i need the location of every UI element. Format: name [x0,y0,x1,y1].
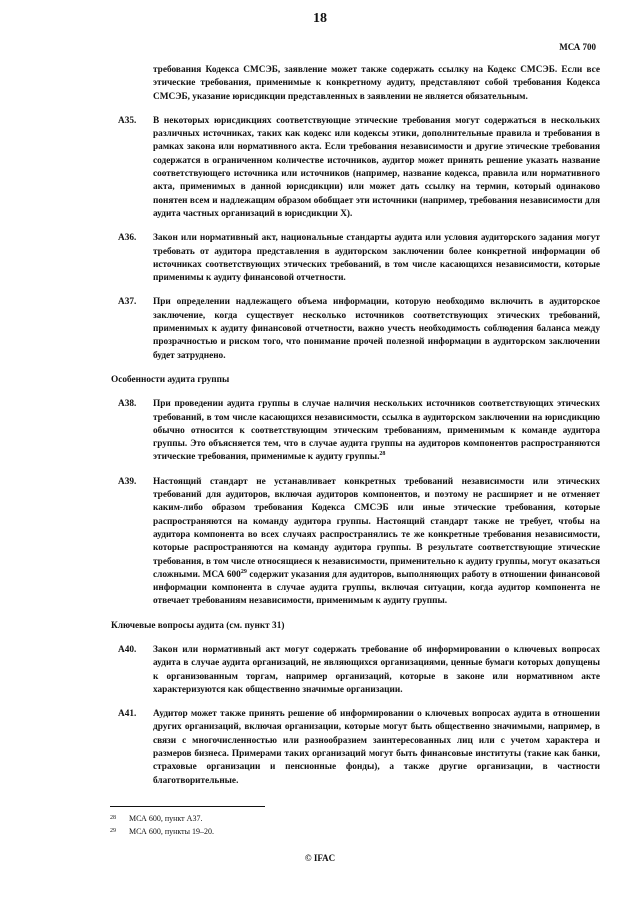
paragraph-text: В некоторых юрисдикциях соответствующие этические требования могут содержаться в нескольких различных источниках, таких как кодекс или кодексы этики, дополнительные правила и требования в рамках закона или нормативного акта. Если требования независимости и другие этические требования содержатся в ограниченном количестве источников, аудитор может принять решение указать название соответствующего источника или источников (например, название кодекса, правила или нормативного акта, применимых в данной юрисдикции) или может дать ссылку на термин, который одинаково понятен всем и надлежащим образом обобщает эти источники (например, требования независимости для аудита частных организаций в юрисдикции X). [153,115,600,219]
paragraph-body-continued: содержит указания для аудиторов, выполняющих работу в отношении финансовой информации компонента в случае аудита группы, включая ситуации, когда аудитор компонента не отвечает требованиям независимости, применимым к аудиту группы. [153,569,600,607]
footnote-mark: 29 [110,828,116,834]
footnote-item [110,825,510,838]
paragraph-number: A40. [118,644,137,655]
continuation-paragraph: требования Кодекса СМСЭБ, заявление может также содержать ссылку на Кодекс СМСЭБ. Если все этические требования, применимые к конкретному аудиту, представляют собой требования Кодекса СМСЭБ, указание юрисдикции представленных в заявлении не является обязательным. [153,65,600,102]
page-number: 18 [313,11,327,26]
paragraph-number: A36. [118,233,137,244]
paragraph-text [153,398,600,464]
paragraph-a37 [118,296,600,362]
footnotes [110,812,510,838]
section-heading-group-audit: Особенности аудита группы [111,374,230,385]
footnote-reference: 28 [379,451,386,458]
paragraph-a38 [118,398,600,464]
paragraph-body: При проведении аудита группы в случае наличия нескольких источников соответствующих этических требований, в том числе касающихся независимости, ссылка в аудиторском заключении на юрисдикцию обычно относится к соответствующим этическим требованиям, применимым к команде аудитора группы. Это объясняется тем, что в случае аудита группы на аудиторов компонентов распространяются этические требования, применимые к аудиту группы. [153,399,600,463]
document-body [111,64,600,799]
footnote-mark: 28 [110,815,116,821]
paragraph-text: Аудитор может также принять решение об информировании о ключевых вопросах аудита в отношении других организаций, включая организации, которые могут быть общественно значимыми, например, в связи с многочисленностью или разнообразием заинтересованных лиц или с учетом характера и размеров бизнеса. Примерами таких организаций могут быть финансовые институты (такие как банки, страховые организации и пенсионные фонды), а также другие организации, в частности благотворительные. [153,709,600,786]
paragraph-text [153,476,600,609]
paragraph-a41 [118,708,600,788]
paragraph-number: A38. [118,399,137,410]
footnote-item [110,812,510,825]
paragraph-number: A37. [118,297,137,308]
paragraph-text: Закон или нормативный акт могут содержать требование об информировании о ключевых вопросах аудита в случае аудита организаций, не являющихся организациями, ценные бумаги которых допущены к организованным торгам, например организаций, которые в законе или нормативном акте характеризуются как общественно значимые организации. [153,644,600,695]
section-heading-key-audit-matters: Ключевые вопросы аудита (см. пункт 31) [111,620,285,631]
document-code: МСА 700 [559,42,596,52]
paragraph-a39 [118,476,600,609]
paragraph-text: При определении надлежащего объема информации, которую необходимо включить в аудиторское заключение, когда существует несколько источников соответствующих этических требований, применимых к аудиту финансовой отчетности, важно учесть необходимость соблюдения баланса между прозрачностью и риском того, что понимание прочей полезной информации в аудиторском заключении будет затруднено. [153,297,600,361]
paragraph-a35 [118,115,600,221]
paragraph-number: A35. [118,115,137,126]
paragraph-number: A39. [118,476,137,487]
footnote-divider [110,806,265,807]
paragraph-body: Настоящий стандарт не устанавливает конкретных требований независимости или этических требований для аудиторов, включая аудиторов компонентов, и поэтому не расширяет и не отменяет каким-либо образом требования Кодекса СМСЭБ или иные этические требования, которые распространяются на команду аудитора группы. Настоящий стандарт также не требует, чтобы на аудитора компонента во всех случаях распространялись те же конкретные требования независимости, которые распространяются на команду аудитора группы. В результате соответствующие этические требования, в том числе относящиеся к независимости, применительно к аудиту группы, могут оказаться сложными. МСА 600 [153,476,600,580]
footnote-reference: 29 [240,568,247,575]
footnote-text: МСА 600, пункты 19–20. [129,827,215,836]
copyright-footer: © IFAC [304,853,336,863]
paragraph-text: Закон или нормативный акт, национальные стандарты аудита или условия аудиторского задания могут требовать от аудитора представления в аудиторском заключении более конкретной информации об источниках соответствующих этических требований, в том числе касающихся независимости, которые применимы к аудиту финансовой отчетности. [153,233,600,284]
paragraph-a40 [118,644,600,697]
paragraph-number: A41. [118,709,137,720]
footnote-text: МСА 600, пункт А37. [129,814,203,823]
paragraph-a36 [118,232,600,285]
